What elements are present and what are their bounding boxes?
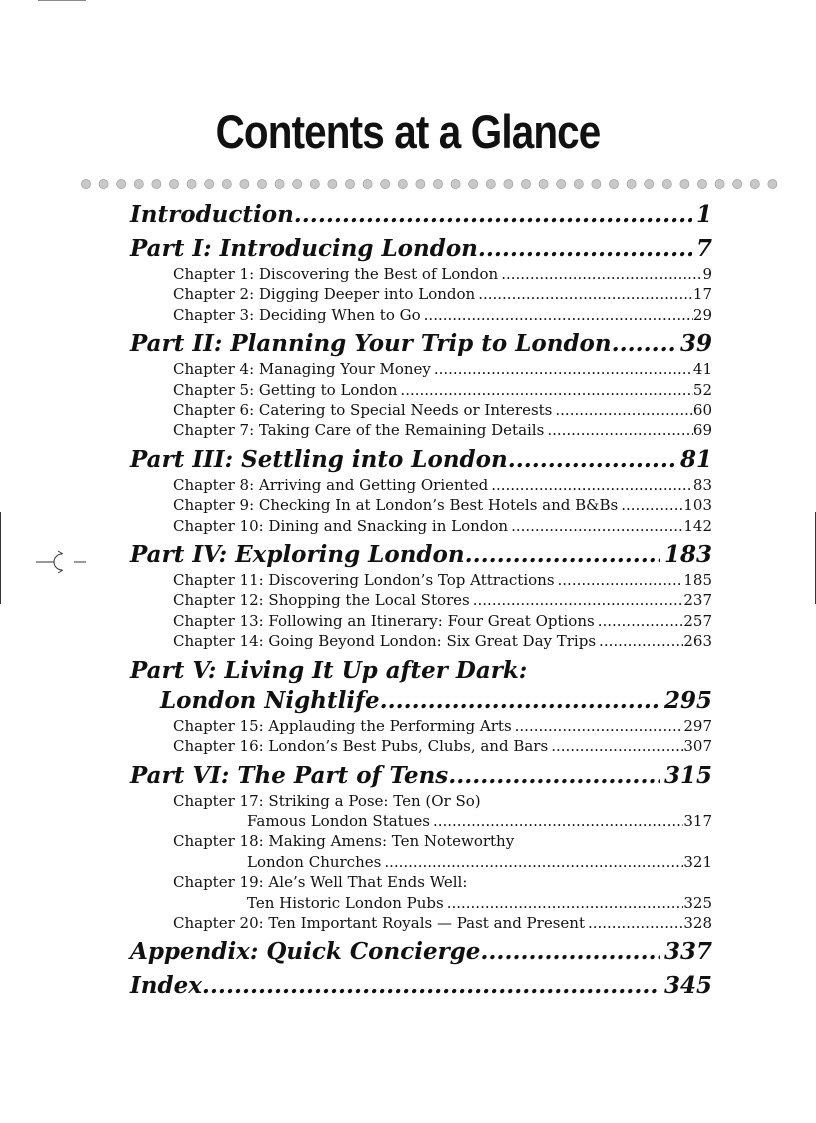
chapter-title: Chapter 19: Ale’s Well That Ends Well: bbox=[173, 873, 468, 892]
dot-leader bbox=[508, 516, 683, 536]
toc-chapter-entry bbox=[130, 284, 712, 304]
chapter-title: Chapter 20: Ten Important Royals — Past and Present bbox=[173, 913, 585, 932]
toc-part-entry bbox=[130, 329, 712, 359]
divider-dot bbox=[662, 179, 671, 188]
chapter-title: Chapter 9: Checking In at London’s Best Hotels and B&Bs bbox=[173, 496, 619, 515]
registration-mark-icon bbox=[36, 547, 92, 577]
dot-leader bbox=[465, 540, 660, 570]
page-number: 103 bbox=[683, 496, 712, 515]
toc-chapter-entry bbox=[130, 791, 712, 832]
chapter-title: London Churches bbox=[247, 852, 382, 871]
dot-leader bbox=[555, 570, 684, 590]
toc-chapter-entry bbox=[130, 570, 712, 590]
chapter-title: Ten Historic London Pubs bbox=[247, 893, 444, 912]
chapter-title: Chapter 1: Discovering the Best of London bbox=[173, 265, 499, 283]
divider-dot bbox=[627, 179, 636, 188]
divider-dot bbox=[733, 179, 742, 188]
divider-dot bbox=[134, 179, 143, 188]
chapter-title: Chapter 10: Dining and Snacking in London bbox=[173, 516, 509, 535]
dot-leader bbox=[475, 284, 693, 304]
divider-dot bbox=[451, 179, 460, 188]
dot-leader bbox=[430, 811, 683, 831]
divider-dot bbox=[433, 179, 442, 188]
dot-leader bbox=[470, 590, 684, 610]
part-title: Introduction bbox=[130, 201, 294, 228]
crop-mark-top bbox=[38, 0, 86, 1]
crop-mark-left bbox=[0, 512, 1, 604]
dot-leader bbox=[488, 475, 693, 495]
part-title: Index bbox=[130, 972, 202, 1000]
page-number: 81 bbox=[679, 445, 712, 473]
chapter-title: Chapter 6: Catering to Special Needs or Interests bbox=[173, 401, 553, 420]
dot-leader bbox=[612, 329, 676, 359]
toc-chapter-entry bbox=[130, 611, 712, 631]
toc-chapter-entry bbox=[130, 736, 712, 756]
chapter-title: Chapter 5: Getting to London bbox=[173, 380, 398, 399]
chapter-title: Chapter 18: Making Amens: Ten Noteworthy bbox=[173, 832, 515, 851]
divider-dot bbox=[187, 179, 196, 188]
page-number: 325 bbox=[683, 893, 712, 912]
chapter-title: Chapter 7: Taking Care of the Remaining Details bbox=[173, 421, 545, 440]
chapter-title: Chapter 14: Going Beyond London: Six Great Day Trips bbox=[173, 632, 597, 651]
toc-chapter-entry bbox=[130, 716, 712, 736]
toc-part-entry bbox=[130, 234, 712, 264]
dot-leader bbox=[595, 611, 684, 631]
page-number: 185 bbox=[683, 571, 712, 590]
dot-leader bbox=[294, 200, 692, 230]
dot-leader bbox=[448, 761, 660, 791]
divider-dot bbox=[680, 179, 689, 188]
toc-part-entry bbox=[130, 540, 712, 570]
dot-leader bbox=[585, 913, 683, 933]
dotted-divider bbox=[80, 178, 780, 190]
divider-dot bbox=[486, 179, 495, 188]
divider-dot bbox=[574, 179, 583, 188]
dot-leader bbox=[544, 420, 693, 440]
divider-dot bbox=[469, 179, 478, 188]
divider-dot bbox=[504, 179, 513, 188]
page-number: 321 bbox=[683, 852, 712, 871]
page-number: 142 bbox=[683, 516, 712, 535]
chapter-title: Chapter 11: Discovering London’s Top Attractions bbox=[173, 571, 555, 590]
part-title: London Nightlife bbox=[160, 686, 380, 714]
divider-dot bbox=[205, 179, 214, 188]
toc-chapter-entry bbox=[130, 359, 712, 379]
chapter-title: Chapter 12: Shopping the Local Stores bbox=[173, 591, 470, 610]
part-title: Part V: Living It Up after Dark: bbox=[130, 656, 528, 684]
page-number: 1 bbox=[695, 201, 712, 228]
page-number: 328 bbox=[683, 913, 712, 932]
divider-dot bbox=[310, 179, 319, 188]
chapter-title: Chapter 15: Applauding the Performing Arts bbox=[173, 716, 512, 735]
chapter-title: Chapter 8: Arriving and Getting Oriented bbox=[173, 475, 489, 494]
divider-dot bbox=[381, 179, 390, 188]
divider-dot bbox=[257, 179, 266, 188]
toc-chapter-entry bbox=[130, 475, 712, 495]
page-number: 257 bbox=[683, 611, 712, 630]
dot-leader bbox=[421, 305, 693, 325]
toc-chapter-entry bbox=[130, 831, 712, 872]
part-title: Part III: Settling into London bbox=[130, 445, 508, 473]
divider-dot bbox=[539, 179, 548, 188]
dot-leader bbox=[552, 400, 693, 420]
divider-dot bbox=[697, 179, 706, 188]
divider-dot bbox=[152, 179, 161, 188]
chapter-title: Chapter 17: Striking a Pose: Ten (Or So) bbox=[173, 791, 481, 810]
divider-dot bbox=[117, 179, 126, 188]
divider-dot bbox=[416, 179, 425, 188]
page-number: 237 bbox=[683, 591, 712, 610]
toc-chapter-entry bbox=[130, 631, 712, 651]
toc-part-entry bbox=[130, 761, 712, 791]
divider-dot bbox=[345, 179, 354, 188]
divider-dot bbox=[222, 179, 231, 188]
divider-dot bbox=[557, 179, 566, 188]
page-number: 7 bbox=[695, 235, 712, 262]
toc-chapter-entry bbox=[130, 400, 712, 420]
dot-leader bbox=[380, 686, 660, 716]
toc-chapter-entry bbox=[130, 264, 712, 284]
page-number: 307 bbox=[683, 737, 712, 756]
toc-chapter-entry bbox=[130, 872, 712, 913]
divider-dot bbox=[750, 179, 759, 188]
divider-dot bbox=[99, 179, 108, 188]
toc-chapter-entry bbox=[130, 590, 712, 610]
part-title: Part VI: The Part of Tens bbox=[130, 761, 449, 789]
divider-dot bbox=[363, 179, 372, 188]
page-number: 315 bbox=[663, 761, 712, 789]
divider-dot bbox=[609, 179, 618, 188]
page-number: 29 bbox=[692, 305, 712, 324]
table-of-contents bbox=[130, 200, 712, 1001]
page-number: 52 bbox=[692, 380, 712, 399]
toc-part-entry bbox=[130, 971, 712, 1001]
divider-dot bbox=[768, 179, 777, 188]
toc-part-entry bbox=[130, 200, 712, 230]
divider-dot bbox=[398, 179, 407, 188]
toc-part-entry bbox=[130, 656, 712, 716]
page-number: 17 bbox=[692, 285, 712, 304]
page-title: Contents at a Glance bbox=[215, 105, 601, 158]
dot-leader bbox=[431, 359, 693, 379]
dot-leader bbox=[596, 631, 683, 651]
chapter-title: Chapter 4: Managing Your Money bbox=[173, 360, 431, 379]
dot-leader bbox=[498, 264, 702, 284]
part-title: Appendix: Quick Concierge bbox=[130, 938, 481, 966]
divider-dot bbox=[592, 179, 601, 188]
page-number: 317 bbox=[683, 811, 712, 830]
toc-chapter-entry bbox=[130, 516, 712, 536]
chapter-title: Chapter 2: Digging Deeper into London bbox=[173, 285, 476, 304]
toc-chapter-entry bbox=[130, 420, 712, 440]
page-number: 345 bbox=[663, 972, 712, 1000]
page-number: 60 bbox=[692, 401, 712, 420]
toc-part-entry bbox=[130, 937, 712, 967]
toc-chapter-entry bbox=[130, 495, 712, 515]
dot-leader bbox=[480, 937, 660, 967]
page-number: 69 bbox=[692, 421, 712, 440]
page-number: 41 bbox=[692, 360, 712, 379]
dot-leader bbox=[381, 852, 683, 872]
part-title: Part II: Planning Your Trip to London bbox=[130, 330, 612, 358]
dot-leader bbox=[512, 716, 684, 736]
dot-leader bbox=[397, 380, 692, 400]
divider-dot bbox=[715, 179, 724, 188]
divider-dot bbox=[521, 179, 530, 188]
dot-leader bbox=[618, 495, 683, 515]
dot-leader bbox=[202, 971, 660, 1001]
page-number: 183 bbox=[663, 541, 712, 569]
divider-dot bbox=[293, 179, 302, 188]
divider-dot bbox=[275, 179, 284, 188]
toc-chapter-entry bbox=[130, 913, 712, 933]
page-number: 39 bbox=[679, 330, 712, 358]
part-title: Part IV: Exploring London bbox=[130, 541, 465, 569]
chapter-title: Chapter 3: Deciding When to Go bbox=[173, 305, 421, 324]
page-number: 263 bbox=[683, 632, 712, 651]
dot-leader bbox=[444, 893, 684, 913]
dot-leader bbox=[508, 445, 676, 475]
divider-dot bbox=[645, 179, 654, 188]
toc-chapter-entry bbox=[130, 380, 712, 400]
page-number: 83 bbox=[692, 475, 712, 494]
divider-dot bbox=[81, 179, 90, 188]
page-number: 9 bbox=[702, 265, 712, 283]
page-number: 337 bbox=[663, 938, 712, 966]
chapter-title: Famous London Statues bbox=[247, 811, 430, 830]
page-number: 295 bbox=[663, 686, 712, 714]
dot-leader bbox=[478, 234, 692, 264]
divider-dot bbox=[240, 179, 249, 188]
toc-part-entry bbox=[130, 445, 712, 475]
toc-chapter-entry bbox=[130, 305, 712, 325]
dot-leader bbox=[548, 736, 683, 756]
chapter-title: Chapter 16: London’s Best Pubs, Clubs, and Bars bbox=[173, 737, 549, 756]
page-number: 297 bbox=[683, 716, 712, 735]
divider-dot bbox=[169, 179, 178, 188]
part-title: Part I: Introducing London bbox=[130, 235, 478, 262]
chapter-title: Chapter 13: Following an Itinerary: Four Great Options bbox=[173, 611, 595, 630]
divider-dot bbox=[328, 179, 337, 188]
